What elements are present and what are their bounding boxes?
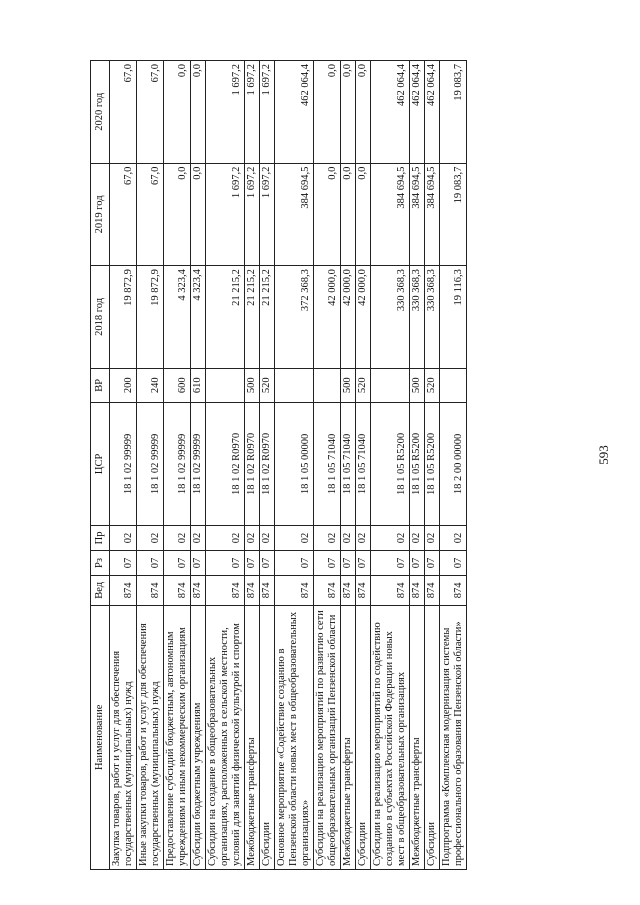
- cell-csr: 18 1 05 R5200: [410, 402, 425, 525]
- cell-2018: 4 323,4: [164, 266, 191, 369]
- cell-vr: 500: [341, 368, 356, 402]
- cell-2020: 1 697,2: [260, 61, 275, 164]
- cell-2018: 19 872,9: [137, 266, 164, 369]
- cell-name: Иные закупки товаров, работ и услуг для обеспечения государственных (муниципальных) нужд: [137, 605, 164, 869]
- cell-2018: 330 368,3: [410, 266, 425, 369]
- cell-pr: 02: [314, 525, 341, 550]
- cell-ved: 874: [314, 576, 341, 606]
- cell-vr: [206, 368, 245, 402]
- cell-vr: [440, 368, 467, 402]
- cell-pr: 02: [440, 525, 467, 550]
- cell-csr: 18 1 05 R5200: [371, 402, 410, 525]
- cell-2020: 19 083,7: [440, 61, 467, 164]
- cell-vr: [314, 368, 341, 402]
- cell-2019: 1 697,2: [260, 163, 275, 266]
- cell-2018: 21 215,2: [260, 266, 275, 369]
- cell-ved: 874: [371, 576, 410, 606]
- cell-2019: 0,0: [356, 163, 371, 266]
- cell-name: Субсидии на создание в общеобразовательных организациях, расположенных в сельской местности, условий для занятий физической культурой и спортом: [206, 605, 245, 869]
- cell-pr: 02: [410, 525, 425, 550]
- table-row: [164, 61, 191, 870]
- cell-vr: 600: [164, 368, 191, 402]
- cell-name: Подпрограмма «Комплексная модернизация системы профессионального образования Пензенской области»: [440, 605, 467, 869]
- header-ved: Вед: [91, 576, 110, 606]
- cell-2019: 0,0: [314, 163, 341, 266]
- cell-ved: 874: [440, 576, 467, 606]
- cell-name: Субсидии на реализацию мероприятий по содействию созданию в субъектах Российской Федерации новых мест в общеобразовательных организациях: [371, 605, 410, 869]
- cell-pr: 02: [425, 525, 440, 550]
- header-2018: 2018 год: [91, 266, 110, 369]
- cell-rz: 07: [410, 550, 425, 575]
- table-row: [440, 61, 467, 870]
- cell-csr: 18 1 05 00000: [275, 402, 314, 525]
- cell-rz: 07: [425, 550, 440, 575]
- cell-rz: 07: [110, 550, 137, 575]
- rotated-table-region: [90, 60, 550, 870]
- cell-2019: 1 697,2: [206, 163, 245, 266]
- cell-ved: 874: [410, 576, 425, 606]
- cell-2018: 21 215,2: [206, 266, 245, 369]
- cell-csr: 18 1 05 71040: [341, 402, 356, 525]
- cell-pr: 02: [371, 525, 410, 550]
- cell-name: Субсидии: [356, 605, 371, 869]
- cell-vr: 610: [191, 368, 206, 402]
- cell-ved: 874: [425, 576, 440, 606]
- cell-csr: 18 1 05 71040: [314, 402, 341, 525]
- header-2020: 2020 год: [91, 61, 110, 164]
- cell-pr: 02: [260, 525, 275, 550]
- table-row: [191, 61, 206, 870]
- cell-pr: 02: [191, 525, 206, 550]
- cell-rz: 07: [137, 550, 164, 575]
- cell-name: Основное мероприятие «Содействие созданию в Пензенской области новых мест в общеобразовательных организациях»: [275, 605, 314, 869]
- cell-2018: 42 000,0: [341, 266, 356, 369]
- cell-name: Межбюджетные трансферты: [245, 605, 260, 869]
- cell-2019: 0,0: [341, 163, 356, 266]
- table-row: [425, 61, 440, 870]
- cell-2020: 0,0: [314, 61, 341, 164]
- cell-rz: 07: [191, 550, 206, 575]
- cell-ved: 874: [137, 576, 164, 606]
- cell-name: Субсидии на реализацию мероприятий по развитию сети общеобразовательных организаций Пензенской области: [314, 605, 341, 869]
- cell-2020: 0,0: [191, 61, 206, 164]
- cell-2018: 19 116,3: [440, 266, 467, 369]
- cell-ved: 874: [356, 576, 371, 606]
- header-vr: ВР: [91, 368, 110, 402]
- cell-pr: 02: [275, 525, 314, 550]
- table-row: [137, 61, 164, 870]
- cell-2020: 67,0: [137, 61, 164, 164]
- table-row: [260, 61, 275, 870]
- cell-csr: 18 1 02 R0970: [245, 402, 260, 525]
- cell-name: Межбюджетные трансферты: [341, 605, 356, 869]
- cell-name: Закупка товаров, работ и услуг для обеспечения государственных (муниципальных) нужд: [110, 605, 137, 869]
- cell-2018: 330 368,3: [371, 266, 410, 369]
- cell-rz: 07: [260, 550, 275, 575]
- header-rz: Рз: [91, 550, 110, 575]
- cell-csr: 18 1 02 R0970: [260, 402, 275, 525]
- cell-2018: 4 323,4: [191, 266, 206, 369]
- cell-2018: 372 368,3: [275, 266, 314, 369]
- cell-2019: 384 694,5: [410, 163, 425, 266]
- cell-rz: 07: [314, 550, 341, 575]
- cell-rz: 07: [341, 550, 356, 575]
- cell-2020: 1 697,2: [245, 61, 260, 164]
- cell-vr: 520: [356, 368, 371, 402]
- table-row: [206, 61, 245, 870]
- cell-2019: 0,0: [191, 163, 206, 266]
- cell-rz: 07: [440, 550, 467, 575]
- cell-2018: 21 215,2: [245, 266, 260, 369]
- cell-vr: 240: [137, 368, 164, 402]
- table-row: [410, 61, 425, 870]
- cell-2018: 19 872,9: [110, 266, 137, 369]
- table-row: [356, 61, 371, 870]
- cell-2019: 384 694,5: [425, 163, 440, 266]
- cell-pr: 02: [137, 525, 164, 550]
- cell-2019: 67,0: [110, 163, 137, 266]
- cell-2020: 0,0: [164, 61, 191, 164]
- cell-2020: 462 064,4: [410, 61, 425, 164]
- cell-ved: 874: [275, 576, 314, 606]
- cell-2019: 67,0: [137, 163, 164, 266]
- cell-2018: 42 000,0: [356, 266, 371, 369]
- cell-pr: 02: [245, 525, 260, 550]
- cell-rz: 07: [164, 550, 191, 575]
- cell-name: Межбюджетные трансферты: [410, 605, 425, 869]
- cell-ved: 874: [164, 576, 191, 606]
- cell-rz: 07: [206, 550, 245, 575]
- header-pr: Пр: [91, 525, 110, 550]
- cell-vr: 500: [410, 368, 425, 402]
- table-row: [371, 61, 410, 870]
- cell-csr: 18 1 02 99999: [191, 402, 206, 525]
- cell-pr: 02: [110, 525, 137, 550]
- cell-csr: 18 1 05 R5200: [425, 402, 440, 525]
- cell-2018: 42 000,0: [314, 266, 341, 369]
- cell-ved: 874: [191, 576, 206, 606]
- cell-csr: 18 2 00 00000: [440, 402, 467, 525]
- cell-pr: 02: [341, 525, 356, 550]
- cell-ved: 874: [245, 576, 260, 606]
- cell-ved: 874: [260, 576, 275, 606]
- cell-2020: 0,0: [356, 61, 371, 164]
- cell-2019: 1 697,2: [245, 163, 260, 266]
- cell-name: Субсидии: [425, 605, 440, 869]
- cell-pr: 02: [164, 525, 191, 550]
- cell-name: Субсидии: [260, 605, 275, 869]
- cell-csr: 18 1 02 99999: [137, 402, 164, 525]
- cell-pr: 02: [206, 525, 245, 550]
- cell-ved: 874: [206, 576, 245, 606]
- cell-pr: 02: [356, 525, 371, 550]
- cell-vr: [371, 368, 410, 402]
- header-csr: ЦСР: [91, 402, 110, 525]
- cell-2019: 384 694,5: [275, 163, 314, 266]
- cell-csr: 18 1 02 99999: [164, 402, 191, 525]
- cell-csr: 18 1 05 71040: [356, 402, 371, 525]
- cell-vr: 520: [260, 368, 275, 402]
- cell-name: Предоставление субсидий бюджетным, автономным учреждениям и иным некоммерческим организациям: [164, 605, 191, 869]
- budget-table: [90, 60, 467, 870]
- table-row: [314, 61, 341, 870]
- cell-2020: 1 697,2: [206, 61, 245, 164]
- cell-ved: 874: [110, 576, 137, 606]
- cell-csr: 18 1 02 R0970: [206, 402, 245, 525]
- table-header-row: [91, 61, 110, 870]
- cell-ved: 874: [341, 576, 356, 606]
- cell-2019: 19 083,7: [440, 163, 467, 266]
- rotated-table-container: [90, 60, 550, 870]
- cell-csr: 18 1 02 99999: [110, 402, 137, 525]
- cell-2020: 462 064,4: [425, 61, 440, 164]
- cell-2018: 330 368,3: [425, 266, 440, 369]
- cell-vr: [275, 368, 314, 402]
- table-row: [245, 61, 260, 870]
- cell-name: Субсидии бюджетным учреждениям: [191, 605, 206, 869]
- cell-2020: 67,0: [110, 61, 137, 164]
- header-2019: 2019 год: [91, 163, 110, 266]
- cell-2020: 462 064,4: [371, 61, 410, 164]
- cell-rz: 07: [275, 550, 314, 575]
- cell-vr: 520: [425, 368, 440, 402]
- page-number-text: 593: [596, 445, 611, 465]
- cell-2020: 0,0: [341, 61, 356, 164]
- header-name: Наименование: [91, 605, 110, 869]
- page-number: [594, 440, 614, 470]
- cell-vr: 500: [245, 368, 260, 402]
- table-row: [275, 61, 314, 870]
- cell-rz: 07: [371, 550, 410, 575]
- cell-2020: 462 064,4: [275, 61, 314, 164]
- cell-rz: 07: [245, 550, 260, 575]
- cell-2019: 0,0: [164, 163, 191, 266]
- table-row: [341, 61, 356, 870]
- cell-2019: 384 694,5: [371, 163, 410, 266]
- cell-vr: 200: [110, 368, 137, 402]
- cell-rz: 07: [356, 550, 371, 575]
- table-row: [110, 61, 137, 870]
- table-body: [110, 61, 467, 870]
